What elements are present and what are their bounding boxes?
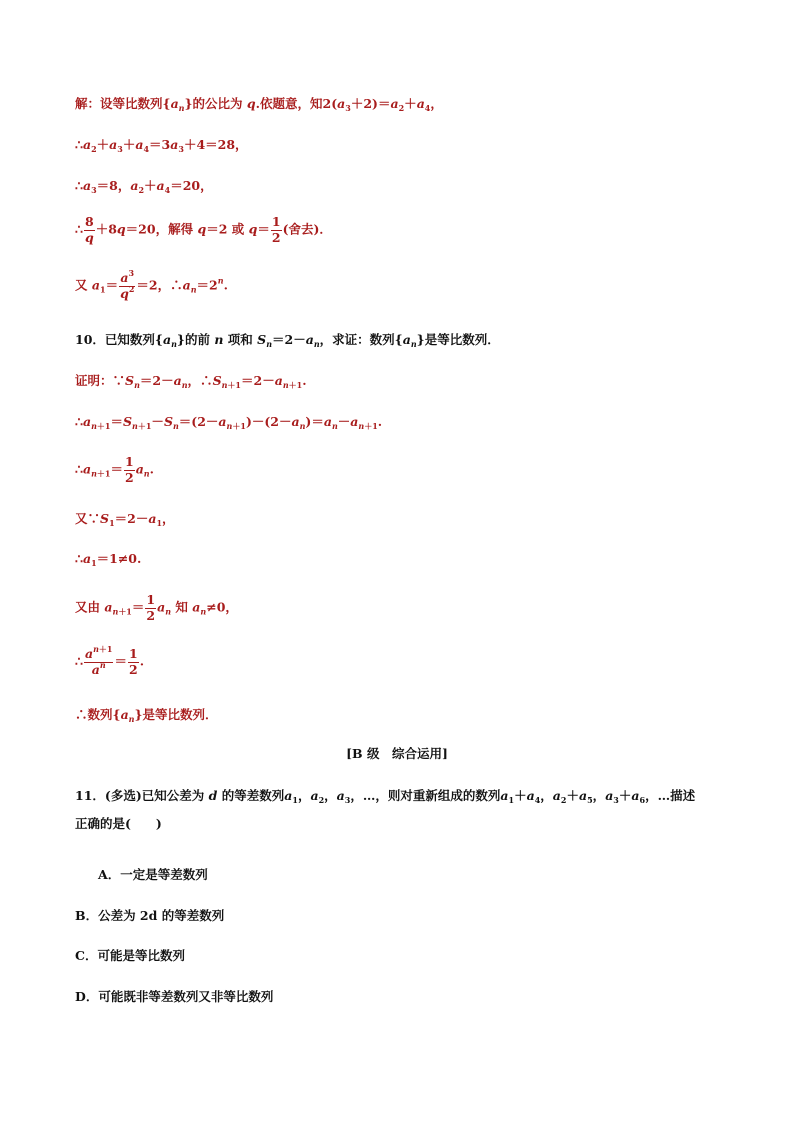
solution9-solve-text: ，解得 — [155, 221, 194, 237]
problem10-text3: 项和 — [227, 332, 253, 347]
option-a — [98, 869, 208, 882]
proof10-label: 证明： — [75, 373, 113, 388]
problem11-line1: 11．(多选)已知公差为 d 的等差数列$a_1$，$a_2$，$a_3$，…，则对重新组成的数列$a_1+a_4$，$a_2+a_5$，$a_3+a_6$，…描述 — [75, 788, 696, 805]
problem10-text2: 的前 — [184, 332, 210, 347]
proof10-line7: ∴ $\frac{a^{n+1}}{a^n}$ ＝ $\frac{1}{2}$ . — [75, 644, 145, 677]
solution9-discard-text: (舍去)． — [282, 221, 332, 237]
option-c — [75, 950, 185, 963]
solution9-line1: 解：设等比数列$\{a_n\}$的公比为 q.依题意，知$2(a_3+2)=a_2+a_4$， — [75, 96, 443, 113]
proof10-line4-prefix: 又 — [75, 511, 88, 526]
problem10-statement: 10．已知数列$\{a_n\}$的前 n 项和 $S_n=2-a_n$，求证：数列$\{a_n\}$是等比数列． — [75, 332, 500, 349]
option-c-text: 可能是等比数列 — [97, 948, 185, 963]
problem11-text1: 已知公差为 — [141, 788, 205, 803]
fraction-8-over-q: $\frac{8}{q}$ — [84, 214, 94, 245]
fraction-one-half: $\frac{1}{2}$ — [271, 214, 281, 245]
option-d-letter: D． — [75, 989, 99, 1004]
proof10-line1: 证明：$\because S_n=2-a_n$，$\therefore S_{n+1}=2-a_{n+1}$. — [75, 373, 307, 390]
problem11-text3: ，则对重新组成的数列 — [375, 788, 501, 803]
proof10-separator: ， — [187, 373, 201, 388]
option-c-letter: C． — [75, 948, 98, 963]
problem11-tag: (多选) — [104, 788, 142, 803]
problem10-text1: 已知数列 — [104, 332, 155, 347]
problem11-text4: ，…描述 — [645, 788, 696, 803]
option-a-text: 一定是等差数列 — [120, 867, 208, 882]
solution9-line2: $\therefore a_2+a_3+a_4=3a_3+4=28$， — [75, 137, 248, 154]
problem11-number: 11． — [75, 788, 105, 803]
proof10-line6-mid: 知 — [175, 599, 188, 615]
proof10-conclusion: ∴数列$\{a_n\}$是等比数列． — [75, 707, 218, 724]
fraction-one-half: $\frac{1}{2}$ — [128, 646, 138, 677]
proof10-line6-prefix: 又由 — [75, 599, 101, 615]
problem11-text2: 的等差数列 — [221, 788, 285, 803]
problem11-line2: 正确的是( ) — [75, 816, 162, 831]
fraction-one-half: $\frac{1}{2}$ — [146, 592, 156, 623]
fraction-one-half: $\frac{1}{2}$ — [124, 454, 134, 485]
problem10-text5: 是等比数列． — [424, 332, 500, 347]
option-b-letter: B． — [75, 908, 99, 923]
option-b-text: 公差为 2d 的等差数列 — [98, 908, 225, 923]
solution9-line4: ∴ $\frac{8}{q}$ ＋8q＝20，解得 q＝2 或 q＝ $\frac{1}{2}$ (舍去)． — [75, 214, 332, 245]
proof10-line3: $\therefore a_{n+1}=$ $\frac{1}{2}$ $a_n$. — [75, 454, 154, 485]
problem10-text4: ，求证：数列 — [319, 332, 395, 347]
option-a-letter: A． — [98, 867, 121, 882]
solution9-intro-mid: 的公比为 — [192, 96, 243, 111]
option-d — [75, 991, 273, 1004]
proof10-conclusion-suffix: 是等比数列． — [142, 707, 218, 722]
option-d-text: 可能既非等差数列又非等比数列 — [98, 989, 274, 1004]
solution9-intro-tail: 依题意，知 — [260, 96, 323, 111]
fraction-ratio: $\frac{a^{n+1}}{a^n}$ — [84, 644, 113, 677]
proof10-line4: 又$\because S_1=2-a_1$， — [75, 511, 175, 528]
proof10-line2: $\therefore a_{n+1}=S_{n+1}-S_n=(2-a_{n+1})-(2-a_n)=a_n-a_{n+1}$. — [75, 414, 383, 431]
fraction-a3-over-q2: $\frac{a^3}{q^2}$ — [120, 268, 135, 301]
solution9-intro: 解：设等比数列 — [75, 96, 163, 111]
proof10-conclusion-prefix: ∴数列 — [75, 707, 113, 722]
solution9-line5: 又 $a_1=$ $\frac{a^3}{q^2}$ ＝2，$\therefore a_n=2^n$. — [75, 268, 228, 301]
solution9-or-text: 或 — [231, 221, 245, 237]
proof10-line5: $\therefore a_1=1\ne 0$. — [75, 551, 142, 568]
section-heading: [B 级 综合运用] — [346, 746, 448, 761]
option-b — [75, 910, 224, 923]
solution9-line3: $\therefore a_3=8$，$a_2+a_4=20$， — [75, 178, 213, 195]
proof10-line6: 又由 $a_{n+1}=$ $\frac{1}{2}$ $a_n$ 知 $a_n\ne 0$， — [75, 592, 238, 623]
solution9-line5-prefix: 又 — [75, 277, 88, 293]
problem10-number: 10． — [75, 332, 105, 347]
